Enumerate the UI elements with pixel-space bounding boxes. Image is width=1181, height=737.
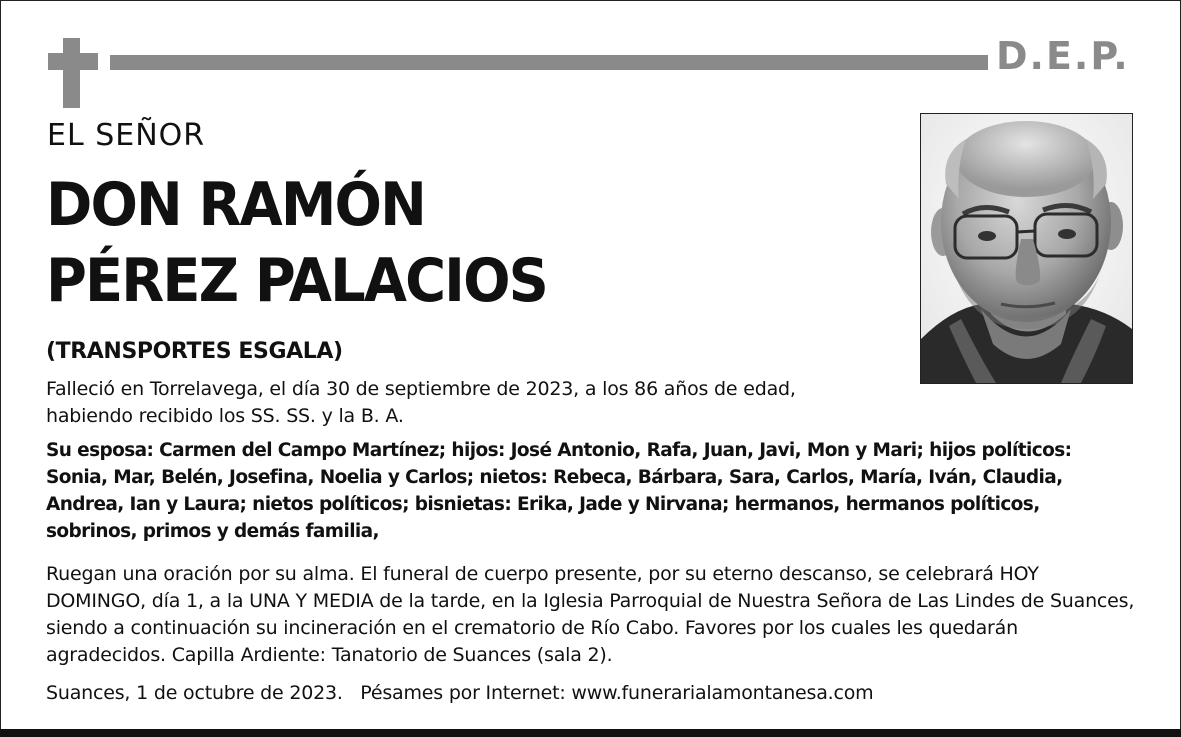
bottom-rule — [0, 729, 1181, 737]
cross-vertical-bar — [63, 38, 80, 108]
death-notice: Falleció en Torrelavega, el día 30 de septiembre de 2023, a los 86 años de edad, habiendo recibido los SS. SS. y la B. A. — [46, 378, 796, 427]
portrait-icon — [921, 114, 1132, 383]
family-list: Su esposa: Carmen del Campo Martínez; hijos: José Antonio, Rafa, Juan, Javi, Mon y Mari; hijos políticos: Sonia, Mar, Belén, Josefina, Noelia y Carlos; nietos: Rebeca, Bárbara, Sara, Carlos, María, Iván, Claudia, Andrea, Ian y Laura; nietos políticos; bisnietas: Erika, Jade y Nirvana; hermanos, hermanos políticos, sobrinos, primos y demás familia, — [46, 440, 1072, 542]
honorific: EL SEÑOR — [47, 118, 206, 153]
funeral-details: Ruegan una oración por su alma. El funeral de cuerpo presente, por su eterno descanso, se celebrará HOY DOMINGO, día 1, a la UNA Y MEDIA de la tarde, en la Iglesia Parroquial de Nuestra Señora de Las Lindes de Suances, siendo a continuación su incineración en el crematorio de Río Cabo. Favores por los cuales les quedarán agradecidos. Capilla Ardiente: Tanatorio de Suances (sala 2). — [46, 563, 1135, 666]
cross-horizontal-bar — [48, 53, 98, 70]
portrait-photo — [920, 113, 1133, 384]
dep-label: D.E.P. — [996, 34, 1130, 78]
company-name: (TRANSPORTES ESGALA) — [46, 339, 343, 364]
footer-line: Suances, 1 de octubre de 2023. Pésames por Internet: www.funerarialamontanesa.com — [46, 682, 874, 704]
header-rule — [110, 55, 988, 70]
deceased-name-line1: DON RAMÓN — [46, 170, 425, 240]
deceased-name-line2: PÉREZ PALACIOS — [46, 246, 547, 316]
